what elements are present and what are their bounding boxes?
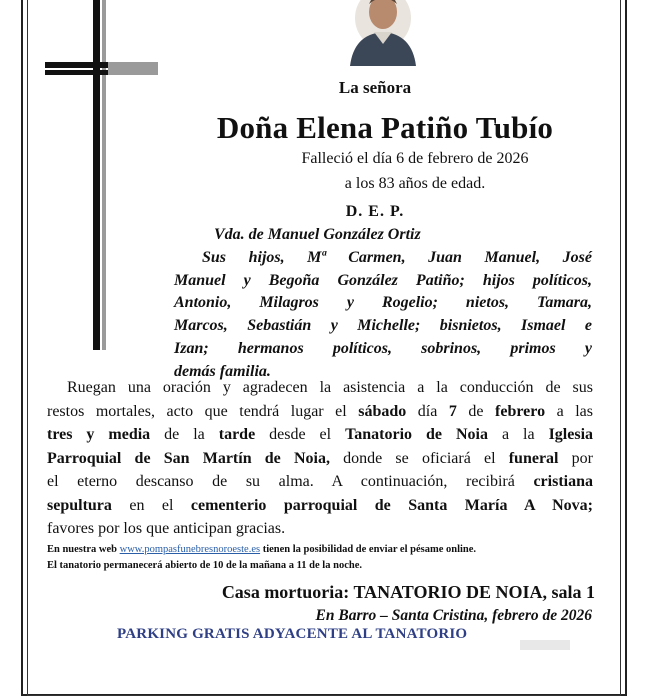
web-notice: En nuestra web www.pompasfunebresnoroeste.es tienen la posibilidad de enviar el pésame online. <box>47 544 477 555</box>
ceremony-line: Ruegan una oración y agradecen la asistencia a la conducción de sus <box>67 379 593 396</box>
ceremony-line: Parroquial de San Martín de Noia, donde se oficiará el funeral por <box>47 449 594 467</box>
ceremony-line: restos mortales, acto que tendrá lugar el sábado día 7 de febrero a las <box>47 402 593 420</box>
corner-image-fragment <box>520 640 570 650</box>
family-line: Marcos, Sebastián y Michelle; bisnietos, Ismael e <box>174 317 592 335</box>
ceremony-line: sepultura en el cementerio parroquial de Santa María A Nova; <box>47 496 593 514</box>
ceremony-paragraph <box>47 376 593 541</box>
age-line: a los 83 años de edad. <box>344 175 486 192</box>
family-line: Manuel y Begoña González Patiño; hijos políticos, <box>174 271 592 289</box>
ceremony-line: favores por los que anticipan gracias. <box>47 520 286 537</box>
title-la-senora: La señora <box>338 78 412 97</box>
opening-hours: El tanatorio permanecerá abierto de 10 de la mañana a 11 de la noche. <box>47 560 362 571</box>
dep-text: D. E. P. <box>345 203 405 220</box>
place-date: En Barro – Santa Cristina, febrero de 2026 <box>315 607 592 624</box>
death-date: Falleció el día 6 de febrero de 2026 <box>301 150 529 167</box>
family-block <box>174 224 592 384</box>
ceremony-line: tres y media de la tarde desde el Tanatorio de Noia a la Iglesia <box>47 426 594 443</box>
casa-mortuoria: Casa mortuoria: TANATORIO DE NOIA, sala 1 <box>221 582 595 602</box>
deceased-name: Doña Elena Patiño Tubío <box>216 110 554 145</box>
family-line: Izan; hermanos políticos, sobrinos, primos y <box>174 339 592 357</box>
website-link[interactable]: www.pompasfunebresnoroeste.es <box>119 544 261 555</box>
widow-line: Vda. de Manuel González Ortiz <box>214 226 421 243</box>
deceased-photo <box>338 0 428 66</box>
parking-notice: PARKING GRATIS ADYACENTE AL TANATORIO <box>117 626 468 642</box>
ceremony-line: el eterno descanso de su alma. A continuación, recibirá cristiana <box>47 473 593 490</box>
family-line: Antonio, Milagros y Rogelio; nietos, Tamara, <box>174 294 592 312</box>
family-line: Sus hijos, Mª Carmen, Juan Manuel, José <box>202 248 592 266</box>
family-line: demás familia. <box>174 362 271 380</box>
